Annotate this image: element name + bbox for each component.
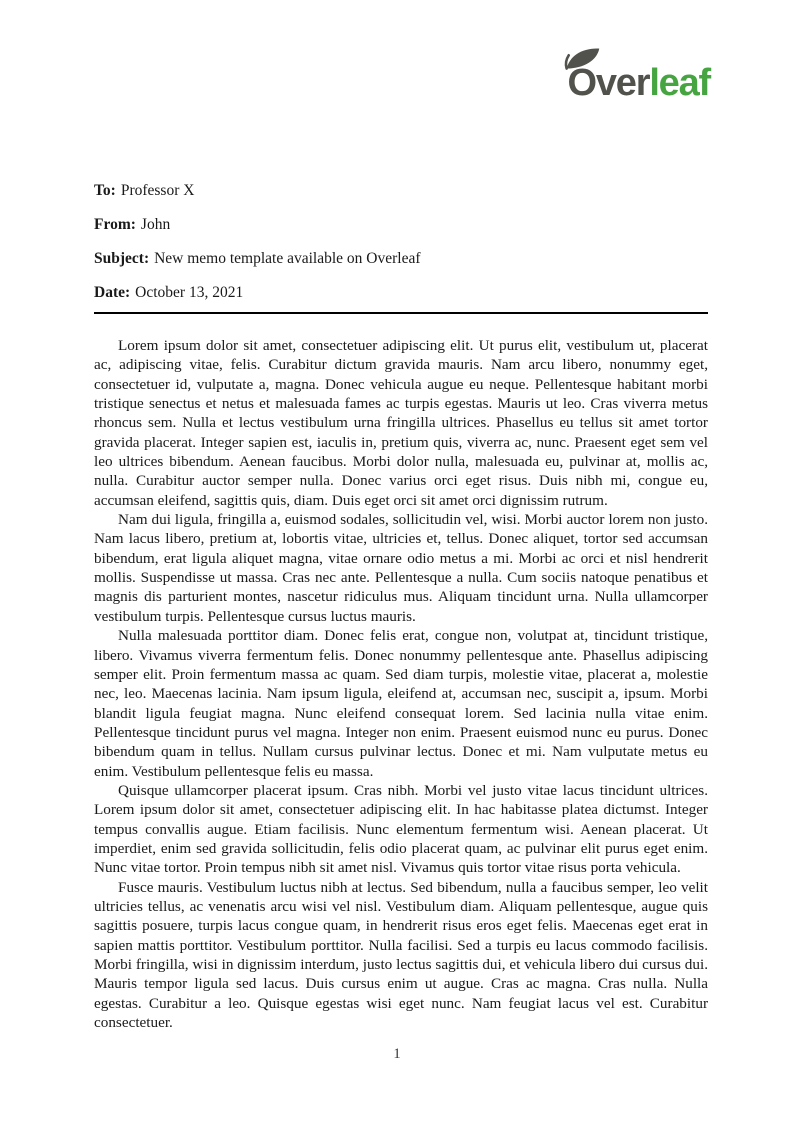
memo-field-from: [94, 214, 708, 235]
logo-text-green: leaf: [649, 62, 710, 104]
header-divider: [94, 312, 708, 314]
page-number: 1: [393, 1046, 401, 1062]
leaf-icon: [563, 45, 603, 73]
memo-header: [94, 180, 708, 316]
field-label-from: From:: [94, 216, 136, 233]
body-paragraph-5: Fusce mauris. Vestibulum luctus nibh at lectus. Sed bibendum, nulla a faucibus semper, leo velit ultricies tellus, ac venenatis arcu wisi vel nisl. Vestibulum diam. Aliquam pellentesque, augue quis sagittis posuere, turpis lacus congue quam, in hendrerit risus eros eget felis. Maecenas eget erat in sapien mattis porttitor. Vestibulum porttitor. Nulla facilisi. Sed a turpis eu lacus commodo facilisis. Morbi fringilla, wisi in dignissim interdum, justo lectus sagittis dui, et vehicula libero dui cursus dui. Mauris tempor ligula sed lacus. Duis cursus enim ut augue. Cras ac magna. Cras nulla. Nulla egestas. Curabitur a leo. Quisque egestas wisi eget nunc. Nam feugiat lacus vel est. Curabitur consectetuer.: [94, 878, 708, 1032]
body-paragraph-1: Lorem ipsum dolor sit amet, consectetuer adipiscing elit. Ut purus elit, vestibulum ut, placerat ac, adipiscing vitae, felis. Curabitur dictum gravida mauris. Nam arcu libero, nonummy eget, consectetuer id, vulputate a, magna. Donec vehicula augue eu neque. Pellentesque habitant morbi tristique senectus et netus et malesuada fames ac turpis egestas. Mauris ut leo. Cras viverra metus rhoncus sem. Nulla et lectus vestibulum urna fringilla ultrices. Phasellus eu tellus sit amet tortor gravida placerat. Integer sapien est, iaculis in, pretium quis, viverra ac, nunc. Praesent eget sem vel leo ultrices bibendum. Aenean faucibus. Morbi dolor nulla, malesuada eu, pulvinar at, mollis ac, nulla. Curabitur auctor semper nulla. Donec varius orci eget risus. Duis nibh mi, congue eu, accumsan eleifend, sagittis quis, diam. Duis eget orci sit amet orci dignissim rutrum.: [94, 337, 708, 509]
logo-text-dark: Over: [567, 62, 650, 104]
field-value-date: October 13, 2021: [135, 284, 244, 301]
field-label-to: To:: [94, 182, 116, 199]
field-label-date: Date:: [94, 284, 131, 301]
body-paragraph-2: Nam dui ligula, fringilla a, euismod sodales, sollicitudin vel, wisi. Morbi auctor lorem non justo. Nam lacus libero, pretium at, lobortis vitae, ultricies et, tellus. Donec aliquet, tortor sed accumsan bibendum, erat ligula aliquet magna, vitae ornare odio metus a mi. Morbi ac orci et nisl hendrerit mollis. Suspendisse ut massa. Cras nec ante. Pellentesque a nulla. Cum sociis natoque penatibus et magnis dis parturient montes, nascetur ridiculus mus. Aliquam tincidunt urna. Nulla ullamcorper vestibulum turpis. Pellentesque cursus luctus mauris.: [94, 511, 708, 625]
overleaf-logo: [567, 64, 710, 102]
field-value-to: Professor X: [120, 182, 195, 199]
memo-field-subject: [94, 248, 708, 269]
field-value-from: John: [140, 216, 171, 233]
body-paragraph-3: Nulla malesuada porttitor diam. Donec felis erat, congue non, volutpat at, tincidunt tristique, libero. Vivamus viverra fermentum felis. Donec nonummy pellentesque ante. Phasellus adipiscing semper elit. Proin fermentum massa ac quam. Sed diam turpis, molestie vitae, placerat a, molestie nec, leo. Maecenas lacinia. Nam ipsum ligula, eleifend at, accumsan nec, suscipit a, ipsum. Morbi blandit ligula feugiat magna. Nunc eleifend consequat lorem. Sed lacinia nulla vitae enim. Pellentesque tincidunt purus vel magna. Integer non enim. Praesent euismod nunc eu purus. Donec bibendum quam in tellus. Nullam cursus pulvinar lectus. Donec et mi. Nam vulputate metus eu enim. Vestibulum pellentesque felis eu massa.: [94, 627, 708, 780]
field-value-subject: New memo template available on Overleaf: [154, 250, 421, 267]
memo-field-to: [94, 180, 708, 201]
memo-field-date: [94, 282, 708, 303]
memo-body: [94, 336, 708, 1032]
body-paragraph-4: Quisque ullamcorper placerat ipsum. Cras nibh. Morbi vel justo vitae lacus tincidunt ultrices. Lorem ipsum dolor sit amet, consectetuer adipiscing elit. In hac habitasse platea dictumst. Integer tempus convallis augue. Etiam facilisis. Nunc elementum fermentum wisi. Aenean placerat. Ut imperdiet, enim sed gravida sollicitudin, felis odio placerat quam, ac pulvinar elit purus eget enim. Nunc vitae tortor. Proin tempus nibh sit amet nisl. Vivamus quis tortor vitae risus porta vehicula.: [94, 781, 708, 877]
field-label-subject: Subject:: [94, 250, 150, 267]
